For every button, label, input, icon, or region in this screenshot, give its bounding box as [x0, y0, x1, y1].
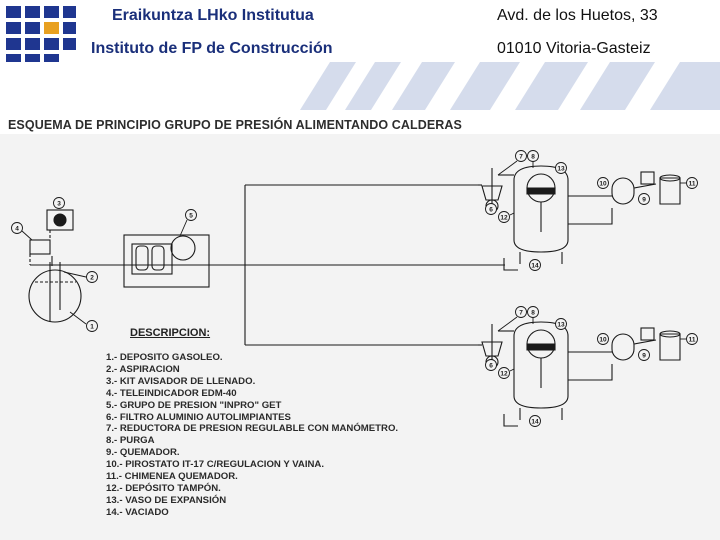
description-item: 3.- KIT AVISADOR DE LLENADO. — [106, 375, 256, 387]
institute-name-basque: Eraikuntza LHko Institutua — [112, 7, 314, 24]
upper-callout-13 — [556, 163, 567, 174]
lower-callout-8-text: 8 — [531, 309, 535, 317]
description-item: 11.- CHIMENEA QUEMADOR. — [106, 471, 238, 483]
upper-callout-10-text: 10 — [599, 180, 607, 188]
description-item: 10.- PIROSTATO IT-17 C/REGULACION Y VAINA. — [106, 459, 325, 471]
upper-callout-12-text: 12 — [500, 214, 508, 222]
description-item: 9.- QUEMADOR. — [106, 447, 180, 459]
lower-callout-12-text: 12 — [500, 370, 508, 378]
description-item: 6.- FILTRO ALUMINIO AUTOLIMPIANTES — [106, 411, 291, 423]
upper-callout-13-text: 13 — [557, 165, 565, 173]
lower-callout-13 — [556, 319, 567, 330]
lower-callout-14 — [530, 416, 541, 427]
lower-callout-6-text: 6 — [489, 362, 493, 370]
upper-callout-7-text: 7 — [519, 153, 523, 161]
description-list — [106, 352, 398, 519]
overfill-alarm — [54, 214, 66, 226]
upper-callout-10 — [598, 178, 609, 189]
institute-name-spanish: Instituto de FP de Construcción — [91, 40, 333, 57]
callout-3-text: 3 — [57, 200, 61, 208]
upper-callout-6 — [486, 204, 497, 215]
description-item: 12.- DEPÓSITO TAMPÓN. — [106, 482, 221, 494]
upper-callout-8-text: 8 — [531, 153, 535, 161]
callout-1-text: 1 — [90, 323, 94, 331]
lower-callout-10 — [598, 334, 609, 345]
address-street: Avd. de los Huetos, 33 — [497, 7, 658, 24]
description-item: 7.- REDUCTORA DE PRESION REGULABLE CON MANÓMETRO. — [106, 423, 399, 435]
lower-callout-6 — [486, 360, 497, 371]
upper-callout-6-text: 6 — [489, 206, 493, 214]
upper-callout-9-text: 9 — [642, 196, 646, 204]
lower-callout-11-text: 11 — [688, 336, 696, 344]
lower-callout-10-text: 10 — [599, 336, 607, 344]
upper-callout-14 — [530, 260, 541, 271]
description-item: 14.- VACIADO — [106, 506, 169, 518]
callout-3 — [54, 198, 65, 209]
upper-callout-14-text: 14 — [531, 262, 539, 270]
watermark-stripes — [0, 52, 720, 112]
diagram-title: ESQUEMA DE PRINCIPIO GRUPO DE PRESIÓN ALIMENTANDO CALDERAS — [8, 118, 462, 132]
lower-callout-9-text: 9 — [642, 352, 646, 360]
description-item: 13.- VASO DE EXPANSIÓN — [106, 494, 227, 506]
address-city: 01010 Vitoria-Gasteiz — [497, 40, 651, 57]
description-item: 1.- DEPOSITO GASOLEO. — [106, 352, 223, 363]
upper-callout-9 — [639, 194, 650, 205]
callout-5-text: 5 — [189, 212, 193, 220]
lower-callout-7-text: 7 — [519, 309, 523, 317]
description-item: 5.- GRUPO DE PRESION "INPRO" GET — [106, 399, 282, 411]
lower-callout-13-text: 13 — [557, 321, 565, 329]
description-item: 4.- TELEINDICADOR EDM-40 — [106, 387, 237, 399]
lower-callout-9 — [639, 350, 650, 361]
callout-4-text: 4 — [15, 225, 19, 233]
description-item: 2.- ASPIRACION — [106, 363, 180, 375]
description-item: 8.- PURGA — [106, 435, 155, 447]
lower-callout-14-text: 14 — [531, 418, 539, 426]
callout-2-text: 2 — [90, 274, 94, 282]
page-header — [0, 0, 720, 112]
upper-callout-11-text: 11 — [688, 180, 696, 188]
description-title: DESCRIPCION: — [130, 327, 211, 339]
